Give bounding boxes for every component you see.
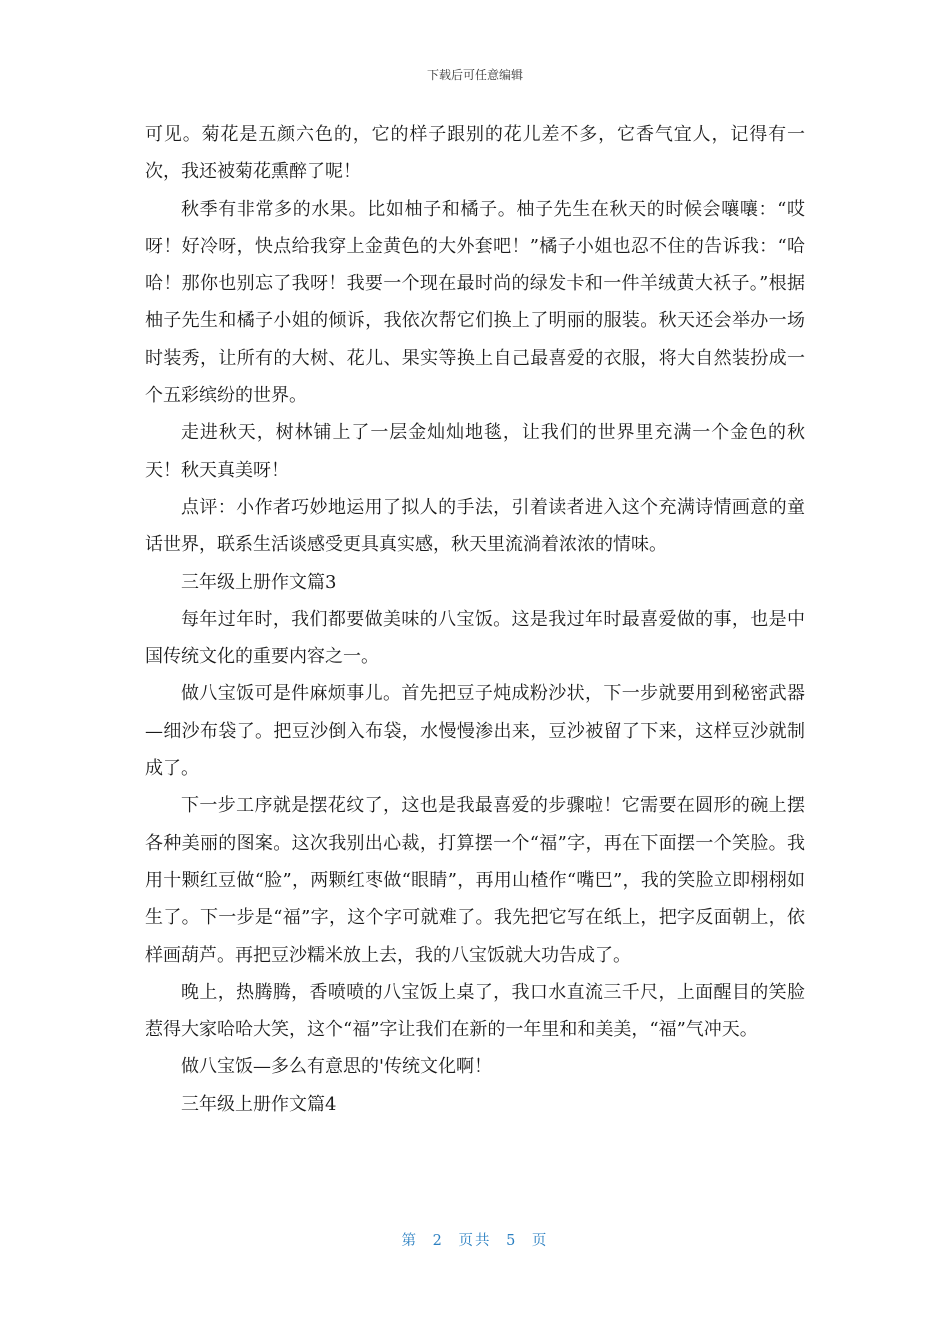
paragraph: 可见。菊花是五颜六色的，它的样子跟别的花儿差不多，它香气宜人，记得有一次，我还被菊花熏醉了呢！: [145, 124, 805, 183]
paragraph: 做八宝饭可是件麻烦事儿。首先把豆子炖成粉沙状，下一步就要用到秘密武器—细沙布袋了。把豆沙倒入布袋，水慢慢渗出来，豆沙被留了下来，这样豆沙就制成了。: [145, 683, 805, 780]
page-header: 下载后可任意编辑: [426, 68, 523, 82]
section-heading: 三年级上册作文篇4: [181, 1093, 337, 1115]
paragraph: 下一步工序就是摆花纹了，这也是我最喜爱的步骤啦！它需要在圆形的碗上摆各种美丽的图案。这次我别出心裁，打算摆一个“福”字，再在下面摆一个笑脸。我用十颗红豆做“脸”，两颗红枣做“眼睛”，再用山楂作“嘴巴”，我的笑脸立即栩栩如生了。下一步是“福”字，这个字可就难了。我先把它写在纸上，把字反面朝上，依样画葫芦。再把豆沙糯米放上去，我的八宝饭就大功告成了。: [145, 795, 805, 966]
paragraph: 每年过年时，我们都要做美味的八宝饭。这是我过年时最喜爱做的事，也是中国传统文化的重要内容之一。: [145, 608, 805, 668]
paragraph: 点评：小作者巧妙地运用了拟人的手法，引着读者进入这个充满诗情画意的童话世界，联系生活谈感受更具真实感，秋天里流淌着浓浓的情味。: [145, 496, 805, 556]
paragraph: 秋季有非常多的水果。比如柚子和橘子。柚子先生在秋天的时候会嚷嚷：“哎呀！好冷呀，快点给我穿上金黄色的大外套吧！”橘子小姐也忍不住的告诉我：“哈哈！那你也别忘了我呀！我要一个现在最时尚的绿发卡和一件羊绒黄大袄子。”根据柚子先生和橘子小姐的倾诉，我依次帮它们换上了明丽的服装。秋天还会举办一场时装秀，让所有的大树、花儿、果实等换上自己最喜爱的衣服，将大自然装扮成一个五彩缤纷的世界。: [145, 198, 805, 407]
page-number: 第 2 页共 5 页: [401, 1233, 549, 1249]
section-heading: 三年级上册作文篇3: [181, 571, 337, 593]
document-body: [145, 116, 805, 1123]
paragraph: 做八宝饭—多么有意思的'传统文化啊！: [181, 1056, 492, 1078]
paragraph: 晚上，热腾腾，香喷喷的八宝饭上桌了，我口水直流三千尺，上面醒目的笑脸惹得大家哈哈大笑，这个“福”字让我们在新的一年里和和美美，“福”气冲天。: [145, 981, 805, 1041]
paragraph: 走进秋天，树林铺上了一层金灿灿地毯，让我们的世界里充满一个金色的秋天！秋天真美呀！: [145, 422, 805, 481]
